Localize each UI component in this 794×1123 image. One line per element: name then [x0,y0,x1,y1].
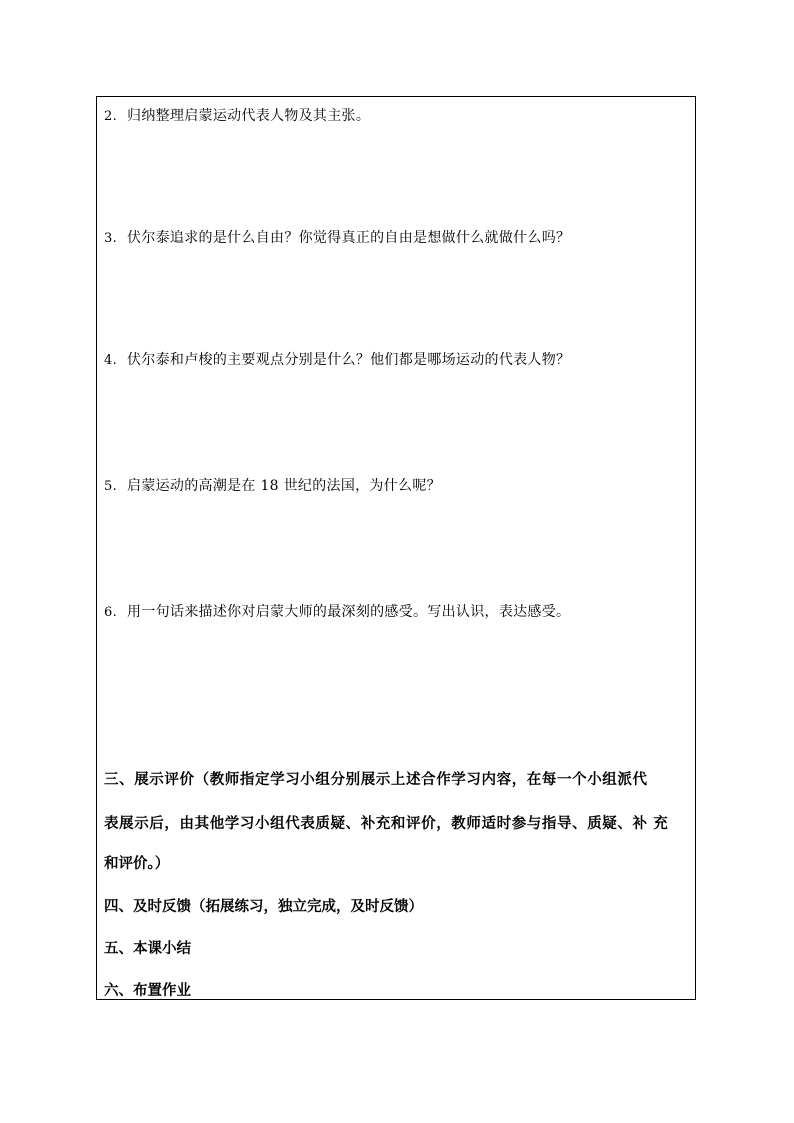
section-six-heading: 六、布置作业 [104,983,191,999]
section-four-heading: 四、及时反馈（拓展练习，独立完成，及时反馈） [104,899,423,915]
question-2 [104,106,370,127]
question-3 [104,228,570,249]
question-text: 伏尔泰和卢梭的主要观点分别是什么？他们都是哪场运动的代表人物？ [127,352,571,368]
question-text: 伏尔泰追求的是什么自由？你觉得真正的自由是想做什么就做什么吗？ [127,230,571,246]
question-number: 5. [104,479,118,494]
question-text: 归纳整理启蒙运动代表人物及其主张。 [127,108,371,124]
question-number: 2. [104,109,118,124]
question-6 [104,602,570,623]
section-three-line-1: 三、展示评价（教师指定学习小组分别展示上述合作学习内容，在每一个小组派代 [104,772,648,788]
section-three-line-3: 和评价。） [104,856,170,872]
question-number: 3. [104,231,118,246]
question-text: 启蒙运动的高潮是在 18 世纪的法国，为什么呢？ [127,478,441,494]
question-text: 用一句话来描述你对启蒙大师的最深刻的感受。写出认识，表达感受。 [127,604,571,620]
question-5 [104,476,441,497]
question-number: 6. [104,605,118,620]
question-4 [104,350,570,371]
section-three-line-2: 表展示后，由其他学习小组代表质疑、补充和评价，教师适时参与指导、质疑、补 充 [104,816,669,832]
section-five-heading: 五、本课小结 [104,941,191,957]
question-number: 4. [104,353,118,368]
